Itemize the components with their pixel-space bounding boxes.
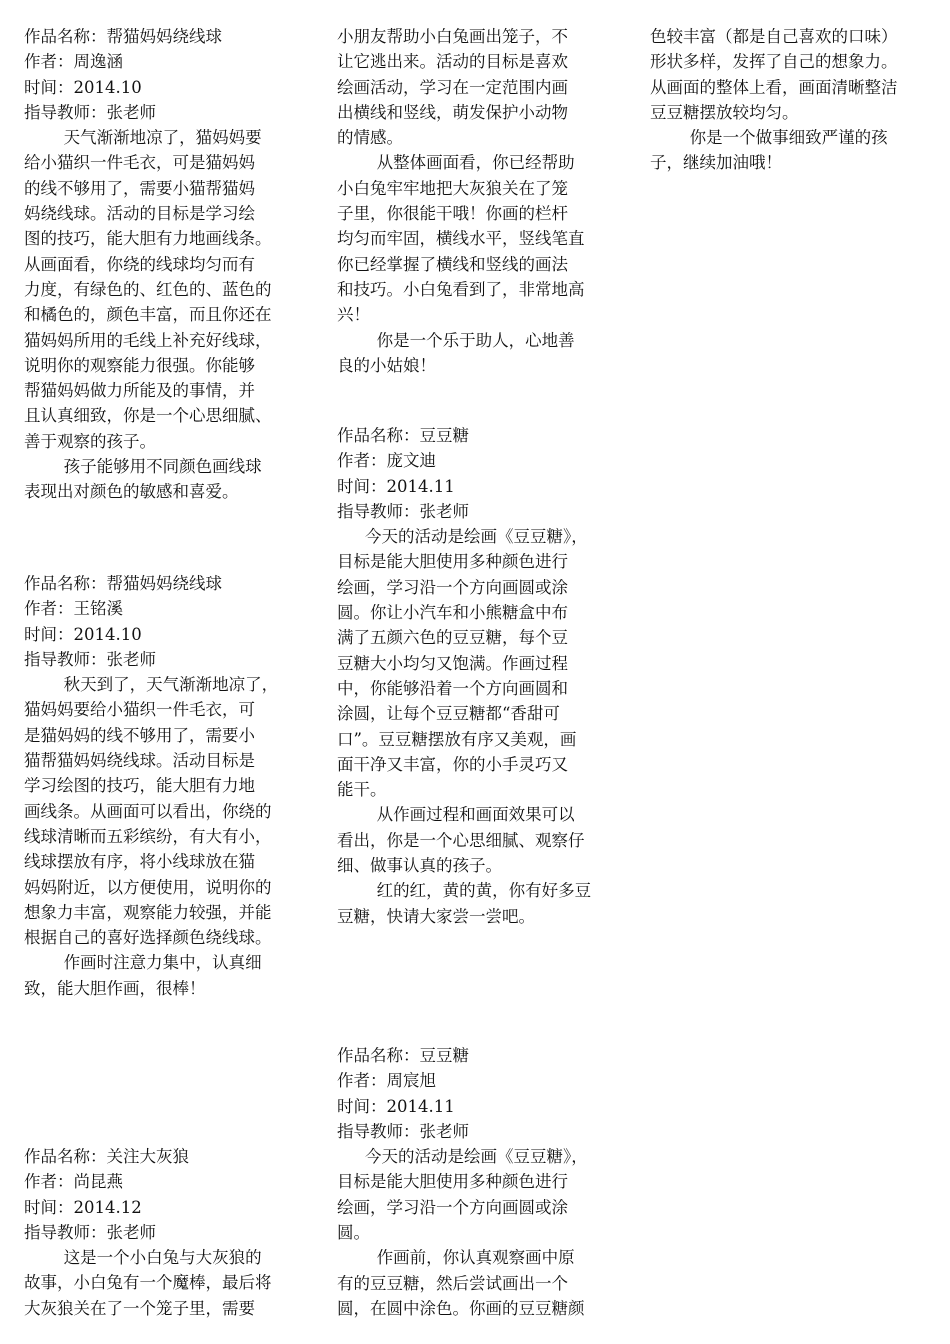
author-value: 周逸涵 bbox=[73, 52, 123, 72]
author-value: 周宸旭 bbox=[386, 1071, 436, 1091]
teacher-label: 指导教师： bbox=[24, 102, 107, 122]
entry-author bbox=[24, 1169, 314, 1194]
comment-line: 从画面的整体上看，画面清晰整洁 bbox=[650, 77, 898, 97]
teacher-label: 指导教师： bbox=[24, 649, 107, 669]
comment-line: 根据自己的喜好选择颜色绕线球。 bbox=[24, 928, 272, 948]
comment-line: 学习绘图的技巧，能大胆有力地 bbox=[24, 776, 255, 796]
comment-line: 形状多样，发挥了自己的想象力。 bbox=[650, 52, 898, 72]
comment-line: 大灰狼关在了一个笼子里，需要 bbox=[24, 1298, 255, 1318]
comment-line: 作画时注意力集中，认真细 bbox=[63, 953, 262, 973]
title-label: 作品名称： bbox=[24, 574, 107, 593]
time-value: 2014.10 bbox=[73, 77, 142, 97]
title-value: 帮猫妈妈绕线球 bbox=[106, 574, 222, 593]
time-value: 2014.11 bbox=[386, 1096, 455, 1116]
entry-title bbox=[24, 571, 314, 596]
comment-line: 说明你的观察能力很强。你能够 bbox=[24, 355, 255, 375]
teacher-value: 张老师 bbox=[106, 102, 156, 122]
time-label: 时间： bbox=[337, 1096, 387, 1116]
entry-author bbox=[24, 49, 314, 74]
comment-line: 表现出对颜色的敏感和喜爱。 bbox=[24, 482, 239, 502]
comment-line: 细、做事认真的孩子。 bbox=[337, 856, 502, 876]
entry-comment bbox=[24, 1245, 314, 1321]
teacher-value: 张老师 bbox=[106, 649, 156, 669]
comment-line: 涂圆，让每个豆豆糖都“香甜可 bbox=[337, 704, 560, 724]
comment-line: 圆，在圆中涂色。你画的豆豆糖颜 bbox=[337, 1298, 585, 1318]
comment-line: 红的红，黄的黄，你有好多豆 bbox=[376, 881, 592, 901]
entry-author bbox=[337, 448, 619, 473]
comment-line: 绘画活动，学习在一定范围内画 bbox=[337, 77, 568, 97]
entry-time bbox=[24, 1195, 314, 1220]
entry-teacher bbox=[24, 1220, 314, 1245]
comment-line: 线球摆放有序，将小线球放在猫 bbox=[24, 852, 255, 872]
entry-teacher bbox=[337, 1119, 619, 1144]
entry-comment bbox=[24, 672, 314, 1001]
comment-line: 圆。你让小汽车和小熊糖盒中布 bbox=[337, 603, 568, 623]
comment-line: 画线条。从画面可以看出，你绕的 bbox=[24, 801, 272, 821]
comment-line: 是猫妈妈的线不够用了，需要小 bbox=[24, 725, 255, 745]
comment-line: 图的技巧，能大胆有力地画线条。 bbox=[24, 229, 272, 249]
artwork-entry bbox=[24, 571, 314, 1001]
comment-line: 猫帮猫妈妈绕线球。活动目标是 bbox=[24, 751, 255, 771]
comment-line: 目标是能大胆使用多种颜色进行 bbox=[337, 552, 568, 572]
comment-line: 从作画过程和画面效果可以 bbox=[376, 805, 575, 825]
comment-line: 你是一个做事细致严谨的孩 bbox=[689, 128, 888, 148]
entry-author bbox=[24, 596, 314, 621]
comment-line: 和橘色的，颜色丰富，而且你还在 bbox=[24, 305, 272, 325]
comment-line: 从画面看，你绕的线球均匀而有 bbox=[24, 254, 255, 274]
title-value: 豆豆糖 bbox=[419, 426, 469, 445]
author-label: 作者： bbox=[337, 451, 387, 471]
comment-line: 帮猫妈妈做力所能及的事情，并 bbox=[24, 381, 255, 401]
comment-line: 致，能大胆作画，很棒！ bbox=[24, 978, 206, 998]
artwork-entry bbox=[24, 1144, 314, 1321]
comment-line: 妈妈附近，以方便使用，说明你的 bbox=[24, 877, 272, 897]
entry-comment bbox=[337, 1144, 619, 1321]
comment-line: 小白兔牢牢地把大灰狼关在了笼 bbox=[337, 178, 568, 198]
comment-line: 满了五颜六色的豆豆糖，每个豆 bbox=[337, 628, 568, 648]
comment-line: 今天的活动是绘画《豆豆糖》， bbox=[365, 1147, 588, 1167]
comment-line: 圆。 bbox=[337, 1223, 370, 1243]
title-value: 关注大灰狼 bbox=[106, 1147, 189, 1166]
title-label: 作品名称： bbox=[24, 1147, 107, 1166]
comment-line: 力度，有绿色的、红色的、蓝色的 bbox=[24, 279, 272, 299]
comment-line: 能干。 bbox=[337, 780, 387, 800]
comment-line: 善于观察的孩子。 bbox=[24, 431, 156, 451]
entry-comment-continuation bbox=[337, 24, 619, 378]
artwork-entry bbox=[24, 24, 314, 505]
entry-comment bbox=[337, 524, 619, 929]
author-label: 作者： bbox=[24, 599, 74, 619]
comment-line: 中，你能够沿着一个方向画圆和 bbox=[337, 678, 568, 698]
comment-line: 天气渐渐地凉了，猫妈妈要 bbox=[63, 128, 262, 148]
title-label: 作品名称： bbox=[337, 1046, 420, 1065]
comment-line: 子里，你很能干哦！你画的栏杆 bbox=[337, 204, 568, 224]
comment-line: 色较丰富（都是自己喜欢的口味） bbox=[650, 27, 898, 46]
entry-time bbox=[337, 474, 619, 499]
comment-line: 给小猫织一件毛衣，可是猫妈妈 bbox=[24, 153, 255, 173]
author-label: 作者： bbox=[24, 1172, 74, 1192]
entry-teacher bbox=[24, 647, 314, 672]
entry-title bbox=[24, 24, 314, 49]
comment-line: 作画前，你认真观察画中原 bbox=[376, 1248, 575, 1268]
title-value: 帮猫妈妈绕线球 bbox=[106, 27, 222, 46]
comment-line: 妈绕线球。活动的目标是学习绘 bbox=[24, 204, 255, 224]
title-value: 豆豆糖 bbox=[419, 1046, 469, 1065]
comment-line: 的情感。 bbox=[337, 128, 403, 148]
comment-line: 面干净又丰富，你的小手灵巧又 bbox=[337, 754, 568, 774]
entry-comment-continuation bbox=[650, 24, 932, 176]
comment-line: 的线不够用了，需要小猫帮猫妈 bbox=[24, 178, 255, 198]
entry-time bbox=[24, 75, 314, 100]
comment-line: 你已经掌握了横线和竖线的画法 bbox=[337, 254, 568, 274]
comment-line: 猫妈妈要给小猫织一件毛衣，可 bbox=[24, 700, 255, 720]
teacher-value: 张老师 bbox=[419, 501, 469, 521]
comment-line: 豆糖，快请大家尝一尝吧。 bbox=[337, 906, 535, 926]
comment-line: 兴！ bbox=[337, 305, 370, 325]
artwork-entry bbox=[337, 1043, 619, 1321]
time-label: 时间： bbox=[24, 624, 74, 644]
author-value: 王铭溪 bbox=[73, 599, 123, 619]
teacher-value: 张老师 bbox=[419, 1121, 469, 1141]
comment-line: 想象力丰富，观察能力较强，并能 bbox=[24, 902, 272, 922]
entry-time bbox=[24, 622, 314, 647]
comment-line: 你是一个乐于助人，心地善 bbox=[376, 330, 575, 350]
title-label: 作品名称： bbox=[337, 426, 420, 445]
comment-line: 良的小姑娘！ bbox=[337, 355, 436, 375]
time-label: 时间： bbox=[337, 476, 387, 496]
comment-line: 绘画，学习沿一个方向画圆或涂 bbox=[337, 1197, 568, 1217]
entry-time bbox=[337, 1094, 619, 1119]
author-label: 作者： bbox=[24, 52, 74, 72]
comment-line: 口”。豆豆糖摆放有序又美观，画 bbox=[337, 729, 577, 749]
comment-line: 子，继续加油哦！ bbox=[650, 153, 782, 173]
comment-line: 今天的活动是绘画《豆豆糖》， bbox=[365, 527, 588, 547]
comment-line: 且认真细致，你是一个心思细腻、 bbox=[24, 406, 272, 426]
comment-line: 从整体画面看，你已经帮助 bbox=[376, 153, 575, 173]
entry-title bbox=[24, 1144, 314, 1169]
author-value: 尚昆燕 bbox=[73, 1172, 123, 1192]
comment-line: 这是一个小白兔与大灰狼的 bbox=[63, 1248, 262, 1268]
comment-line: 故事，小白兔有一个魔棒，最后将 bbox=[24, 1273, 272, 1293]
time-label: 时间： bbox=[24, 1197, 74, 1217]
entry-title bbox=[337, 1043, 619, 1068]
entry-teacher bbox=[24, 100, 314, 125]
author-value: 庞文迪 bbox=[386, 451, 436, 471]
teacher-label: 指导教师： bbox=[337, 501, 420, 521]
teacher-value: 张老师 bbox=[106, 1222, 156, 1242]
comment-line: 豆豆糖摆放较均匀。 bbox=[650, 102, 799, 122]
comment-line: 均匀而牢固，横线水平，竖线笔直 bbox=[337, 229, 585, 249]
time-label: 时间： bbox=[24, 77, 74, 97]
time-value: 2014.10 bbox=[73, 624, 142, 644]
comment-line: 豆糖大小均匀又饱满。作画过程 bbox=[337, 653, 568, 673]
comment-line: 孩子能够用不同颜色画线球 bbox=[63, 457, 262, 477]
comment-line: 和技巧。小白兔看到了，非常地高 bbox=[337, 279, 585, 299]
comment-line: 看出，你是一个心思细腻、观察仔 bbox=[337, 830, 585, 850]
comment-line: 有的豆豆糖，然后尝试画出一个 bbox=[337, 1273, 568, 1293]
entry-teacher bbox=[337, 499, 619, 524]
teacher-label: 指导教师： bbox=[24, 1222, 107, 1242]
comment-line: 猫妈妈所用的毛线上补充好线球， bbox=[24, 330, 272, 350]
title-label: 作品名称： bbox=[24, 27, 107, 46]
comment-line: 让它逃出来。活动的目标是喜欢 bbox=[337, 52, 568, 72]
teacher-label: 指导教师： bbox=[337, 1121, 420, 1141]
comment-line: 秋天到了，天气渐渐地凉了， bbox=[63, 675, 279, 695]
entry-author bbox=[337, 1068, 619, 1093]
author-label: 作者： bbox=[337, 1071, 387, 1091]
entry-comment bbox=[24, 125, 314, 504]
time-value: 2014.11 bbox=[386, 476, 455, 496]
time-value: 2014.12 bbox=[73, 1197, 142, 1217]
comment-line: 绘画，学习沿一个方向画圆或涂 bbox=[337, 577, 568, 597]
comment-line: 小朋友帮助小白兔画出笼子，不 bbox=[337, 27, 568, 46]
comment-line: 出横线和竖线，萌发保护小动物 bbox=[337, 102, 568, 122]
comment-line: 目标是能大胆使用多种颜色进行 bbox=[337, 1172, 568, 1192]
comment-line: 线球清晰而五彩缤纷，有大有小， bbox=[24, 826, 272, 846]
entry-title bbox=[337, 423, 619, 448]
artwork-entry bbox=[337, 423, 619, 929]
